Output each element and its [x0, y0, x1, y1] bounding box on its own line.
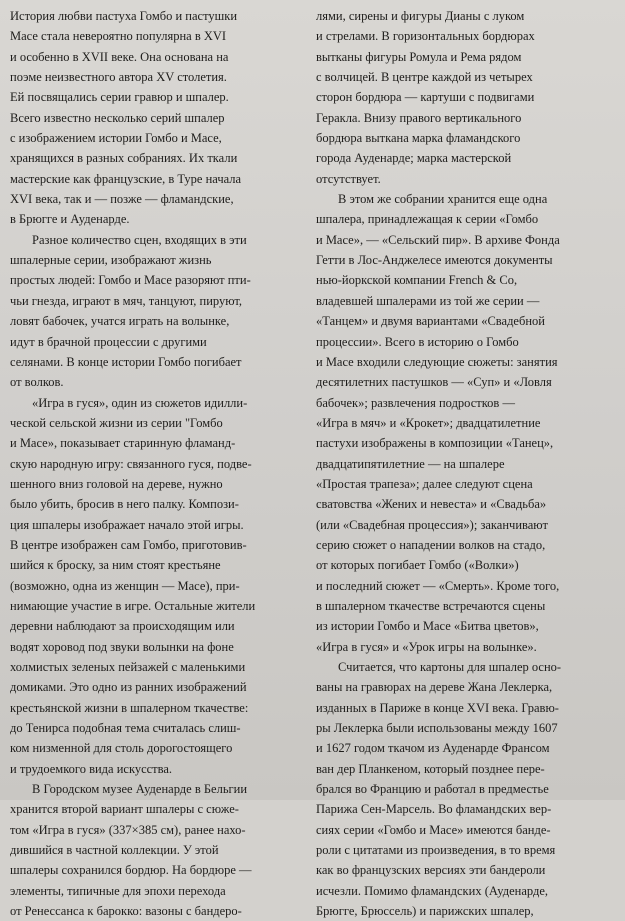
text-line: сторон бордюра — картуши с подвигами	[316, 90, 535, 105]
text-line: шийся к броску, за ним стоят крестьяне	[10, 558, 221, 573]
text-line: XVI века, так и — позже — фламандские,	[10, 192, 234, 207]
text-line: Ей посвящались серии гравюр и шпалер.	[10, 90, 229, 105]
text-line: простых людей: Гомбо и Масе разоряют пти-	[10, 273, 251, 288]
text-line: ческой сельской жизни из серии "Гомбо	[10, 415, 223, 430]
text-line: ваны на гравюрах на дереве Жана Леклерка,	[316, 680, 553, 695]
text-line: сиях серии «Гомбо и Масе» имеются банде-	[316, 822, 551, 837]
text-line: чьи гнезда, играют в мяч, танцуют, пируют,	[10, 293, 243, 308]
text-line: хранящихся в разных собраниях. Их ткали	[10, 151, 238, 166]
text-line: крестьянской жизни в шпалерном ткачестве:	[10, 700, 249, 715]
text-line: «Игра в гуся» и «Урок игры на волынке».	[316, 639, 537, 654]
text-line: от которых погибает Гомбо («Волки»)	[316, 558, 519, 573]
text-line: шпалера, принадлежащая к серии «Гомбо	[316, 212, 539, 227]
text-line: В этом же собрании хранится еще одна	[338, 192, 548, 207]
text-line: холмистых зеленых пейзажей с маленькими	[10, 660, 246, 674]
text-line: ловят бабочек, учатся играть на волынке,	[10, 314, 230, 329]
text-line: ком низменной для столь дорогостоящего	[10, 741, 233, 756]
text-line: исчезли. Помимо фламандских (Ауденарде,	[316, 883, 548, 898]
text-line: города Ауденарде; марка мастерской	[316, 151, 512, 166]
text-line: брался во Францию и работал в предместье	[316, 782, 549, 797]
text-line: шпалерные серии, изображают жизнь	[10, 253, 212, 268]
text-line: было убить, бросив в него палку. Компози-	[10, 497, 239, 512]
text-column-left	[10, 6, 306, 921]
text-line: Парижа Сен-Марсель. Во фламандских вер-	[316, 802, 552, 817]
text-line: идут в брачной процессии с другими	[10, 334, 207, 349]
text-line: В Городском музее Ауденарде в Бельгии	[32, 782, 248, 797]
text-line: «Игра в гуся», один из сюжетов идилли-	[32, 395, 248, 410]
text-line: нью-йоркской компании French & Co,	[316, 273, 518, 288]
text-line: Брюгге, Брюссель) и парижских шпалер,	[316, 904, 534, 919]
text-line: селянами. В конце истории Гомбо погибает	[10, 354, 242, 369]
text-line: и последний сюжет — «Смерть». Кроме того,	[316, 578, 560, 593]
text-line: роли с цитатами из произведения, в то время	[316, 843, 556, 858]
text-line: от волков.	[10, 375, 64, 390]
text-line: вытканы фигуры Ромула и Рема рядом	[316, 49, 522, 64]
text-line: «Игра в мяч» и «Крокет»; двадцатилетние	[316, 415, 541, 430]
text-line: скую народную игру: связанного гуся, подве-	[10, 456, 252, 471]
text-line: шпалеры сохранился бордюр. На бордюре —	[10, 863, 252, 878]
text-line: том «Игра в гуся» (337×385 см), ранее нахо-	[10, 822, 246, 837]
text-line: хранится второй вариант шпалеры с сюже-	[10, 802, 239, 817]
text-line: Считается, что картоны для шпалер осно-	[338, 660, 562, 674]
text-line: лями, сирены и фигуры Дианы с луком	[316, 9, 525, 23]
text-line: бордюра вытканa марка фламандского	[316, 131, 521, 146]
text-line: с изображением истории Гомбо и Масе,	[10, 131, 222, 146]
text-line: Всего известно несколько серий шпалер	[10, 110, 225, 125]
text-line: серию сюжет о нападении волков на стадо,	[316, 537, 546, 552]
text-line: и Масе», показывает старинную фламанд-	[10, 436, 236, 451]
text-line: Разное количество сцен, входящих в эти	[32, 232, 247, 247]
text-line: из истории Гомбо и Масе «Битва цветов»,	[316, 619, 539, 634]
text-line: ры Леклерка были использованы между 1607	[316, 721, 558, 736]
text-line: Гетти в Лос-Анджелесе имеются документы	[316, 253, 553, 268]
text-line: В центре изображен сам Гомбо, приготовив-	[10, 537, 247, 552]
text-line: домиками. Это одно из ранних изображений	[10, 680, 247, 695]
text-line: поэме неизвестного автора XV столетия.	[10, 70, 227, 85]
text-line: История любви пастуха Гомбо и пастушки	[10, 9, 238, 23]
text-line: владевшей шпалерами из той же серии —	[316, 293, 540, 308]
text-column-right	[316, 6, 616, 921]
text-line: бабочек»; развлечения подростков —	[316, 395, 515, 410]
text-line: Масе стала невероятно популярна в XVI	[10, 29, 227, 44]
text-line: до Тенирса подобная тема считалась слиш-	[10, 721, 241, 736]
text-line: (или «Свадебная процессия»); заканчивают	[316, 517, 548, 532]
text-line: ция шпалеры изображает начало этой игры.	[10, 517, 244, 532]
text-line: Геракла. Внизу правого вертикального	[316, 110, 522, 125]
text-line: отсутствует.	[316, 171, 381, 186]
text-line: с волчицей. В центре каждой из четырех	[316, 70, 533, 85]
text-line: водят хоровод под звуки волынки на фоне	[10, 639, 234, 654]
text-line: (возможно, одна из женщин — Масе), при-	[10, 578, 240, 593]
text-line: и Масе», — «Сельский пир». В архиве Фонда	[316, 232, 560, 247]
text-line: ван дер Планкеном, который позднее пере-	[316, 761, 545, 776]
text-line: от Ренессанса к барокко: вазоны с бандеро-	[10, 904, 242, 919]
text-line: процессии». Всего в историю о Гомбо	[316, 334, 519, 349]
text-line: в Брюгге и Ауденарде.	[10, 212, 130, 227]
text-line: деревни наблюдают за происходящим или	[10, 619, 235, 634]
text-line: шенного вниз головой на дереве, нужно	[10, 476, 223, 491]
text-line: изданных в Париже в конце XVI века. Гравю-	[316, 700, 559, 715]
text-line: в шпалерном ткачестве встречаются сцены	[316, 598, 546, 613]
text-line: «Простая трапеза»; далее следуют сцена	[316, 476, 533, 491]
text-line: как во французских версиях эти бандероли	[316, 863, 546, 878]
text-line: нимающие участие в игре. Остальные жители	[10, 598, 256, 613]
text-line: пастухи изображены в композиции «Танец»,	[316, 436, 554, 451]
text-line: «Танцем» и двумя вариантами «Свадебной	[316, 314, 545, 329]
text-line: и трудоемкого вида искусства.	[10, 761, 173, 776]
text-line: мастерские как французские, в Туре начала	[10, 171, 242, 186]
text-line: дившийся в частной коллекции. У этой	[10, 843, 219, 858]
text-line: десятилетних пастушков — «Суп» и «Ловля	[316, 375, 552, 390]
text-line: двадцатипятилетние — на шпалере	[316, 456, 505, 471]
text-line: и 1627 годом ткачом из Ауденарде Франсом	[316, 741, 550, 756]
text-line: сватовства «Жених и невеста» и «Свадьба»	[316, 497, 547, 512]
text-line: и стрелами. В горизонтальных бордюрах	[316, 29, 535, 44]
text-line: и особенно в XVII веке. Она основана на	[10, 49, 229, 64]
text-line: и Масе входили следующие сюжеты: занятия	[316, 354, 558, 369]
text-line: элементы, типичные для эпохи перехода	[10, 883, 226, 898]
